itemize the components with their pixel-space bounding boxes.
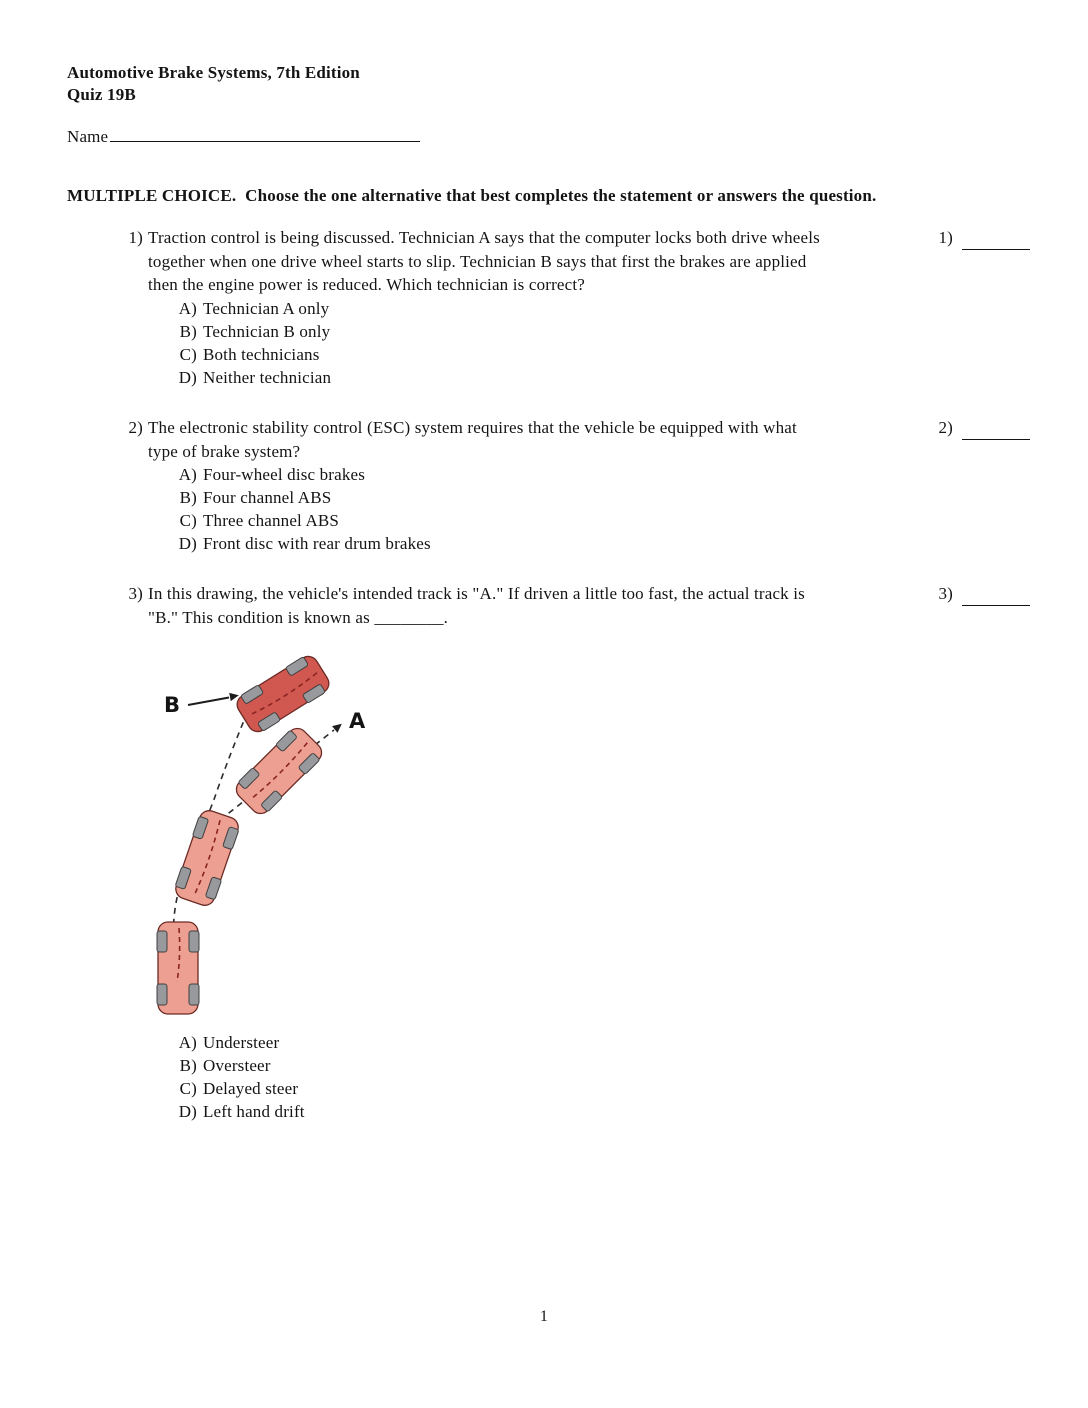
track-a-label: A (349, 709, 366, 733)
options-list (175, 463, 1030, 555)
car-wheel (189, 984, 199, 1005)
question-body (148, 416, 1030, 555)
answer-slot (931, 226, 1030, 250)
question-number: 3) (128, 584, 143, 603)
question-text-line: type of brake system? (148, 441, 301, 461)
option-row (175, 1077, 305, 1100)
option-text: Three channel ABS (203, 511, 340, 530)
option-text: Delayed steer (203, 1079, 299, 1098)
option-row (175, 532, 1030, 555)
car-wheel (157, 984, 167, 1005)
track-b-label: B (164, 693, 181, 717)
question-text-line: then the engine power is reduced. Which technician is correct? (148, 275, 585, 294)
option-text: Understeer (203, 1033, 280, 1052)
option-letter: A) (178, 1033, 197, 1052)
question-text-line: Traction control is being discussed. Technician A says that the computer locks both drive wheels (148, 228, 820, 247)
car-wheel (189, 931, 199, 952)
question-2 (118, 416, 1030, 555)
question-1 (118, 226, 1030, 389)
car-position-turning (172, 808, 242, 909)
option-text: Oversteer (203, 1056, 271, 1075)
name-row (67, 126, 420, 147)
option-text: Four-wheel disc brakes (203, 465, 366, 484)
option-letter: C) (179, 344, 197, 364)
option-letter: C) (179, 1079, 197, 1098)
document-title: Automotive Brake Systems, 7th Edition (67, 63, 360, 82)
oversteer-diagram-svg (150, 648, 390, 1020)
car-wheel (157, 931, 167, 952)
answer-blank-line (962, 588, 1030, 606)
question-text-line: together when one drive wheel starts to slip. Technician B says that first the brakes are applied (148, 251, 807, 271)
option-text: Technician B only (203, 321, 331, 341)
option-letter: A) (178, 298, 197, 318)
option-letter: C) (179, 511, 197, 530)
document-header (67, 62, 360, 105)
section-heading: MULTIPLE CHOICE. Choose the one alternative that best completes the statement or answers the question. (67, 186, 877, 205)
actual-position-arrow (188, 698, 229, 706)
option-row (175, 320, 1030, 343)
option-row (175, 343, 1030, 366)
page-number: 1 (539, 1308, 549, 1325)
question-3-options (148, 1031, 305, 1123)
car-position-actual (233, 652, 333, 736)
question-number: 1) (128, 228, 143, 247)
option-row (175, 1031, 305, 1054)
option-row (175, 486, 1030, 509)
options-list (175, 297, 1030, 389)
oversteer-diagram (150, 648, 390, 1020)
answer-number: 3) (938, 584, 953, 603)
option-text: Both technicians (203, 344, 320, 364)
option-text: Technician A only (203, 298, 330, 318)
option-letter: B) (179, 1056, 197, 1075)
option-row (175, 463, 1030, 486)
question-3 (118, 582, 1030, 629)
name-blank-line (110, 126, 420, 142)
answer-slot (931, 416, 1030, 440)
question-text-line: The electronic stability control (ESC) system requires that the vehicle be equipped with what (148, 418, 797, 437)
option-letter: B) (179, 321, 197, 341)
question-number: 2) (128, 418, 143, 437)
car-body (232, 724, 325, 817)
question-text-line: In this drawing, the vehicle's intended track is "A." If driven a little too fast, the actual track is (148, 584, 805, 603)
question-body (148, 582, 1030, 629)
answer-blank-line (962, 232, 1030, 250)
option-text: Four channel ABS (203, 488, 332, 507)
option-text: Neither technician (203, 367, 332, 387)
question-body (148, 226, 1030, 389)
actual-position-arrowhead (229, 693, 239, 701)
option-text: Front disc with rear drum brakes (203, 534, 431, 553)
option-row (175, 297, 1030, 320)
name-label: Name (67, 127, 109, 146)
option-letter: D) (178, 1102, 197, 1121)
option-row (175, 366, 1030, 389)
answer-slot (931, 582, 1030, 606)
car-position-intended (232, 724, 327, 819)
option-row (175, 509, 1030, 532)
option-row (175, 1100, 305, 1123)
option-letter: D) (178, 534, 197, 553)
option-row (175, 1054, 305, 1077)
quiz-number: Quiz 19B (67, 84, 136, 104)
answer-number: 2) (938, 418, 953, 437)
option-text: Left hand drift (203, 1102, 305, 1121)
answer-blank-line (962, 422, 1030, 440)
option-letter: B) (179, 488, 197, 507)
question-text-line: "B." This condition is known as ________. (148, 607, 449, 627)
option-letter: D) (178, 367, 197, 387)
option-letter: A) (178, 465, 197, 484)
options-list (175, 1031, 305, 1123)
answer-number: 1) (938, 228, 953, 247)
car-position-start (157, 922, 199, 1014)
